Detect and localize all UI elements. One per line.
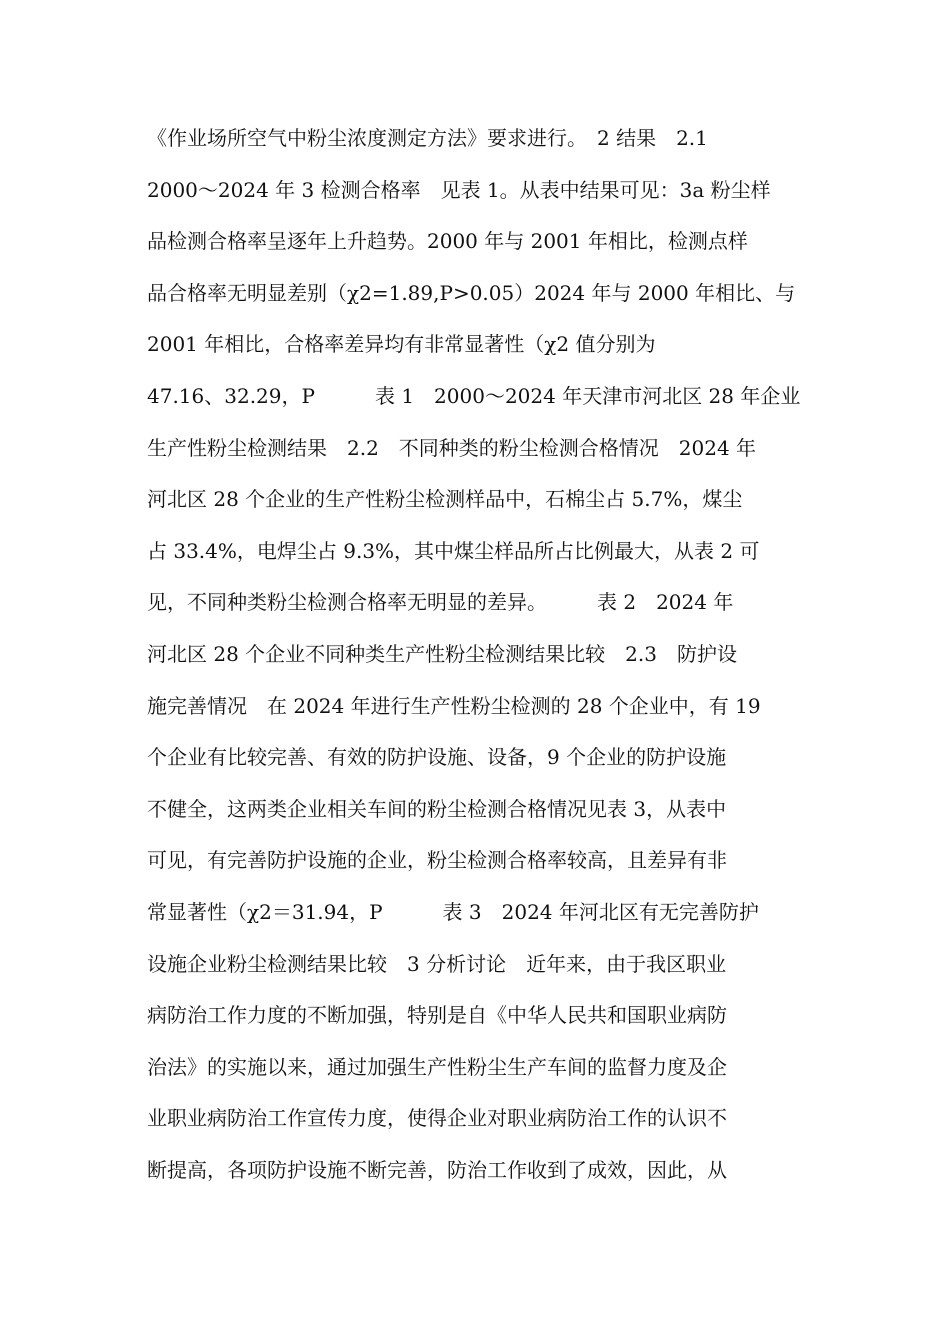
text-line: 品合格率无明显差别（χ2=1.89,P>0.05）2024 年与 2000 年相比、与 bbox=[147, 280, 796, 305]
text-line: 治法》的实施以来，通过加强生产性粉尘生产车间的监督力度及企 bbox=[147, 1054, 727, 1079]
text-line: 河北区 28 个企业的生产性粉尘检测样品中，石棉尘占 5.7%，煤尘 bbox=[147, 487, 743, 512]
text-line: 品检测合格率呈逐年上升趋势。2000 年与 2001 年相比，检测点样 bbox=[147, 229, 748, 254]
text-line: 河北区 28 个企业不同种类生产性粉尘检测结果比较 2.3 防护设 bbox=[147, 641, 737, 666]
body-text bbox=[147, 117, 807, 1200]
text-line: 占 33.4%，电焊尘占 9.3%，其中煤尘样品所占比例最大，从表 2 可 bbox=[147, 538, 760, 563]
text-line: 施完善情况 在 2024 年进行生产性粉尘检测的 28 个企业中，有 19 bbox=[147, 693, 761, 718]
text-line: 病防治工作力度的不断加强，特别是自《中华人民共和国职业病防 bbox=[147, 1003, 727, 1028]
text-line: 2001 年相比，合格率差异均有非常显著性（χ2 值分别为 bbox=[147, 332, 656, 357]
text-line: 2000～2024 年 3 检测合格率 见表 1。从表中结果可见：3a 粉尘样 bbox=[147, 177, 771, 202]
text-line: 业职业病防治工作宣传力度，使得企业对职业病防治工作的认识不 bbox=[147, 1106, 727, 1131]
text-line: 常显著性（χ2＝31.94，P 表 3 2024 年河北区有无完善防护 bbox=[147, 899, 759, 924]
text-line: 设施企业粉尘检测结果比较 3 分析讨论 近年来，由于我区职业 bbox=[147, 951, 727, 976]
text-line: 《作业场所空气中粉尘浓度测定方法》要求进行。 2 结果 2.1 bbox=[147, 126, 708, 150]
text-line: 47.16、32.29，P 表 1 2000～2024 年天津市河北区 28 年企业 bbox=[147, 383, 801, 408]
text-line: 断提高，各项防护设施不断完善，防治工作收到了成效，因此，从 bbox=[147, 1157, 727, 1182]
text-line: 不健全，这两类企业相关车间的粉尘检测合格情况见表 3，从表中 bbox=[147, 796, 727, 821]
text-line: 见，不同种类粉尘检测合格率无明显的差异。 表 2 2024 年 bbox=[147, 590, 734, 615]
text-line: 可见，有完善防护设施的企业，粉尘检测合格率较高，且差异有非 bbox=[147, 848, 727, 873]
text-line: 生产性粉尘检测结果 2.2 不同种类的粉尘检测合格情况 2024 年 bbox=[147, 435, 757, 460]
text-line: 个企业有比较完善、有效的防护设施、设备，9 个企业的防护设施 bbox=[147, 745, 727, 770]
